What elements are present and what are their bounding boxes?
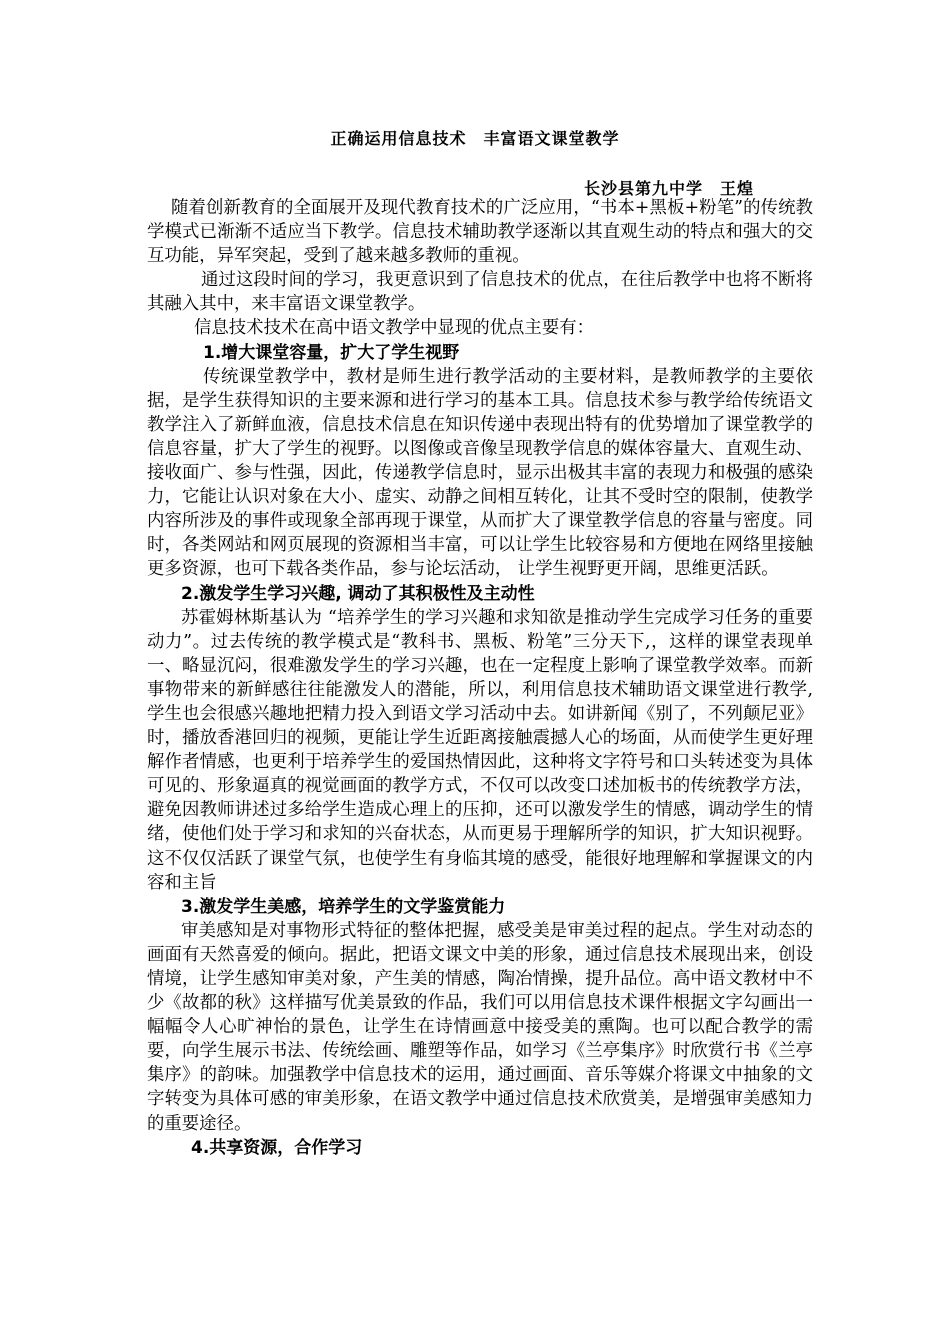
page-title: 正确运用信息技术 丰富语文课堂教学 [330,129,620,148]
document-body [147,196,813,1160]
section-heading-4: 4.共享资源，合作学习 [191,1137,363,1158]
paragraph-reflection: 通过这段时间的学习，我更意识到了信息技术的优点，在往后教学中也将不断将其融入其中，来丰富语文课堂教学。 [147,270,813,315]
section-heading-2: 2.激发学生学习兴趣, 调动了其积极性及主动性 [181,583,535,604]
section-heading-1: 1.增大课堂容量，扩大了学生视野 [203,342,460,363]
paragraph-intro: 随着创新教育的全面展开及现代教育技术的广泛应用，“书本+黑板+粉笔”的传统教学模式已渐渐不适应当下教学。信息技术辅助教学逐渐以其直观生动的特点和强大的交互功能，异军突起，受到了越来越多教师的重视。 [147,198,813,267]
paragraph-advantages-intro: 信息技术技术在高中语文教学中显现的优点主要有： [194,318,594,339]
paragraph-section-1: 传统课堂教学中，教材是师生进行教学活动的主要材料，是教师教学的主要依据，是学生获得知识的主要来源和进行学习的基本工具。信息技术参与教学给传统语文教学注入了新鲜血液，信息技术信息在知识传递中表现出特有的优势增加了课堂教学的信息容量，扩大了学生的视野。以图像或音像呈现教学信息的媒体容量大、直观生动、接收面广、参与性强，因此，传递教学信息时，显示出极其丰富的表现力和极强的感染力，它能让认识对象在大小、虚实、动静之间相互转化，让其不受时空的限制，使教学内容所涉及的事件或现象全部再现于课堂，从而扩大了课堂教学信息的容量与密度。同时，各类网站和网页展现的资源相当丰富，可以让学生比较容易和方便地在网络里接触更多资源，也可下载各类作品，参与论坛活动， 让学生视野更开阔，思维更活跃。 [147,366,813,580]
section-heading-3: 3.激发学生美感，培养学生的文学鉴赏能力 [181,896,506,917]
author-line: 长沙县第九中学 王煌 [584,179,755,198]
paragraph-section-2: 苏霍姆林斯基认为 “培养学生的学习兴趣和求知欲是推动学生完成学习任务的重要动力”。过去传统的教学模式是“教科书、黑板、粉笔”三分天下,，这样的课堂表现单一、略显沉闷，很难激发学生的学习兴趣，也在一定程度上影响了课堂教学效率。而新事物带来的新鲜感往往能激发人的潜能，所以，利用信息技术辅助语文课堂进行教学, 学生也会很感兴趣地把精力投入到语文学习活动中去。如讲新闻《别了，不列颠尼亚》时，播放香港回归的视频，更能让学生近距离接触震撼人心的场面，从而使学生更好理解作者情感，也更利于培养学生的爱国热情因此，这种将文字符号和口头转述变为具体可见的、形象逼真的视觉画面的教学方式，不仅可以改变口述加板书的传统教学方法，避免因教师讲述过多给学生造成心理上的压抑，还可以激发学生的情感，调动学生的情绪，使他们处于学习和求知的兴奋状态，从而更易于理解所学的知识，扩大知识视野。这不仅仅活跃了课堂气氛，也使学生有身临其境的感受，能很好地理解和掌握课文的内容和主旨 [147,607,813,893]
paragraph-section-3: 审美感知是对事物形式特征的整体把握，感受美是审美过程的起点。学生对动态的画面有天然喜爱的倾向。据此，把语文课文中美的形象，通过信息技术展现出来，创设情境，让学生感知审美对象，产生美的情感，陶冶情操，提升品位。高中语文教材中不少《故都的秋》这样描写优美景致的作品，我们可以用信息技术课件根据文字勾画出一幅幅令人心旷神怡的景色，让学生在诗情画意中接受美的熏陶。也可以配合教学的需要，向学生展示书法、传统绘画、雕塑等作品，如学习《兰亭集序》时欣赏行书《兰亭集序》的韵味。加强教学中信息技术的运用，通过画面、音乐等媒介将课文中抽象的文字转变为具体可感的审美形象，在语文教学中通过信息技术欣赏美，是增强审美感知力的重要途径。 [147,920,813,1134]
